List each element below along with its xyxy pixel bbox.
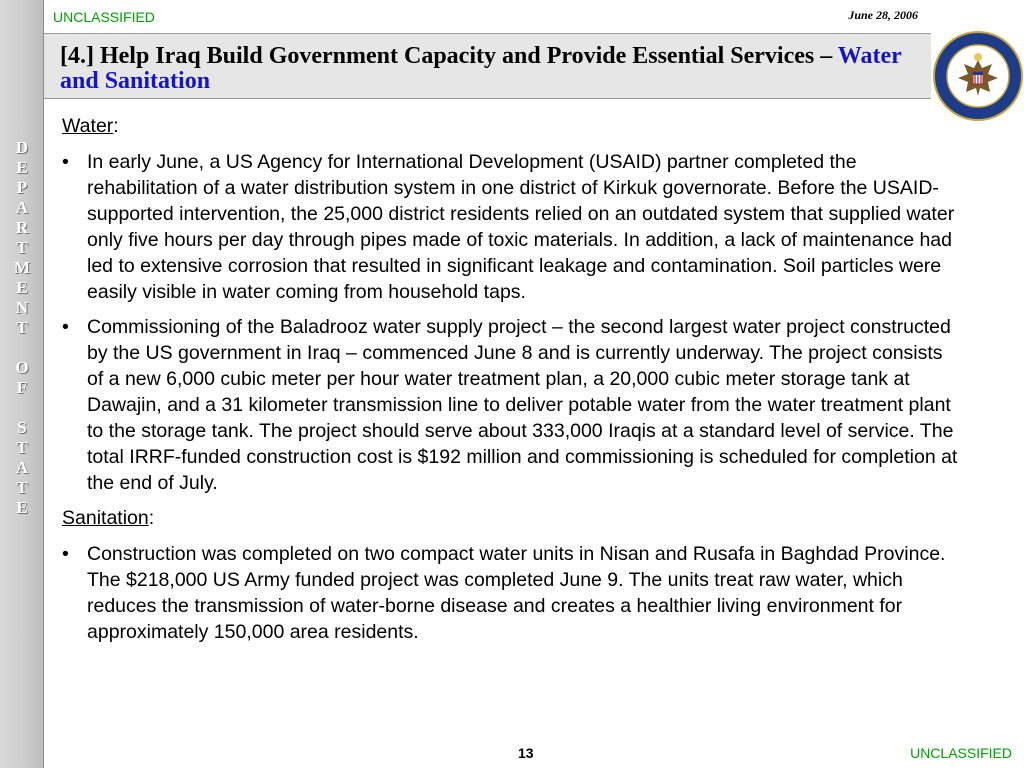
- sidebar-letter: T: [16, 318, 28, 337]
- title-band: [44, 33, 931, 99]
- sidebar-letter: A: [15, 198, 29, 217]
- list-item: [62, 541, 962, 645]
- list-item-text: In early June, a US Agency for International Development (USAID) partner completed the rehabilitation of a water distribution system in one district of Kirkuk governorate. Before the USAID-supported intervention, the 25,000 district residents relied on an outdated system that supplied water only five hours per day through pipes made of toxic materials. In addition, a lack of maintenance had led to extensive corrosion that resulted in significant leakage and contamination. Soil particles were easily visible in water coming from household taps.: [87, 151, 955, 303]
- sidebar-letter: F: [16, 378, 28, 397]
- sanitation-heading-label: Sanitation: [62, 507, 149, 529]
- sidebar-letter: T: [16, 238, 28, 257]
- sidebar-letter: D: [15, 138, 29, 157]
- department-of-state-vertical-title: [0, 138, 44, 518]
- sidebar-letter: E: [16, 158, 28, 177]
- water-heading-label: Water: [62, 115, 114, 137]
- left-sidebar-bar: [0, 0, 44, 768]
- slide-title-main: [4.] Help Iraq Build Government Capacity and Provide Essential Services –: [60, 43, 838, 69]
- bullet-dot-icon: •: [62, 543, 69, 565]
- sidebar-letter: N: [15, 298, 29, 317]
- sidebar-letter: M: [13, 258, 31, 277]
- list-item: [62, 314, 962, 496]
- department-of-state-seal-icon: [932, 30, 1024, 122]
- slide-title: [60, 44, 920, 94]
- sidebar-letter: P: [16, 178, 28, 197]
- sidebar-letter: E: [16, 278, 28, 297]
- bullet-dot-icon: •: [62, 316, 69, 338]
- list-item: [62, 149, 962, 305]
- list-item-text: Commissioning of the Baladrooz water supply project – the second largest water project constructed by the US government in Iraq – commenced June 8 and is currently underway. The project consists of a new 6,000 cubic meter per hour water treatment plan, a 20,000 cubic meter storage tank at Dawajin, and a 31 kilometer transmission line to deliver potable water from the water treatment plant to the storage tank. The project should serve about 333,000 Iraqis at a standard level of service. The total IRRF-funded construction cost is $192 million and commissioning is scheduled for completion at the end of July.: [87, 316, 958, 494]
- sidebar-letter: R: [15, 218, 29, 237]
- sanitation-heading: Sanitation:: [62, 507, 155, 529]
- slide-title-sub: Water and Sanitation: [60, 43, 902, 94]
- sidebar-letter: S: [17, 418, 27, 437]
- sidebar-letter: E: [16, 498, 28, 517]
- sidebar-letter: O: [15, 358, 29, 377]
- page-number: 13: [518, 745, 534, 761]
- sidebar-letter: T: [16, 438, 28, 457]
- sidebar-letter: [0, 398, 44, 418]
- slide-date: June 28, 2006: [848, 8, 918, 22]
- sidebar-letter: [0, 338, 44, 358]
- classification-label-top: UNCLASSIFIED: [53, 9, 155, 25]
- water-heading: Water:: [62, 115, 119, 137]
- classification-label-bottom: UNCLASSIFIED: [910, 745, 1012, 761]
- list-item-text: Construction was completed on two compact water units in Nisan and Rusafa in Baghdad Province. The $218,000 US Army funded project was completed June 9. The units treat raw water, which reduces the transmission of water-borne disease and creates a healthier living environment for approximately 150,000 area residents.: [87, 543, 946, 643]
- bullet-dot-icon: •: [62, 151, 69, 173]
- sidebar-letter: A: [15, 458, 29, 477]
- slide-body: [62, 113, 962, 654]
- sidebar-letter: T: [16, 478, 28, 497]
